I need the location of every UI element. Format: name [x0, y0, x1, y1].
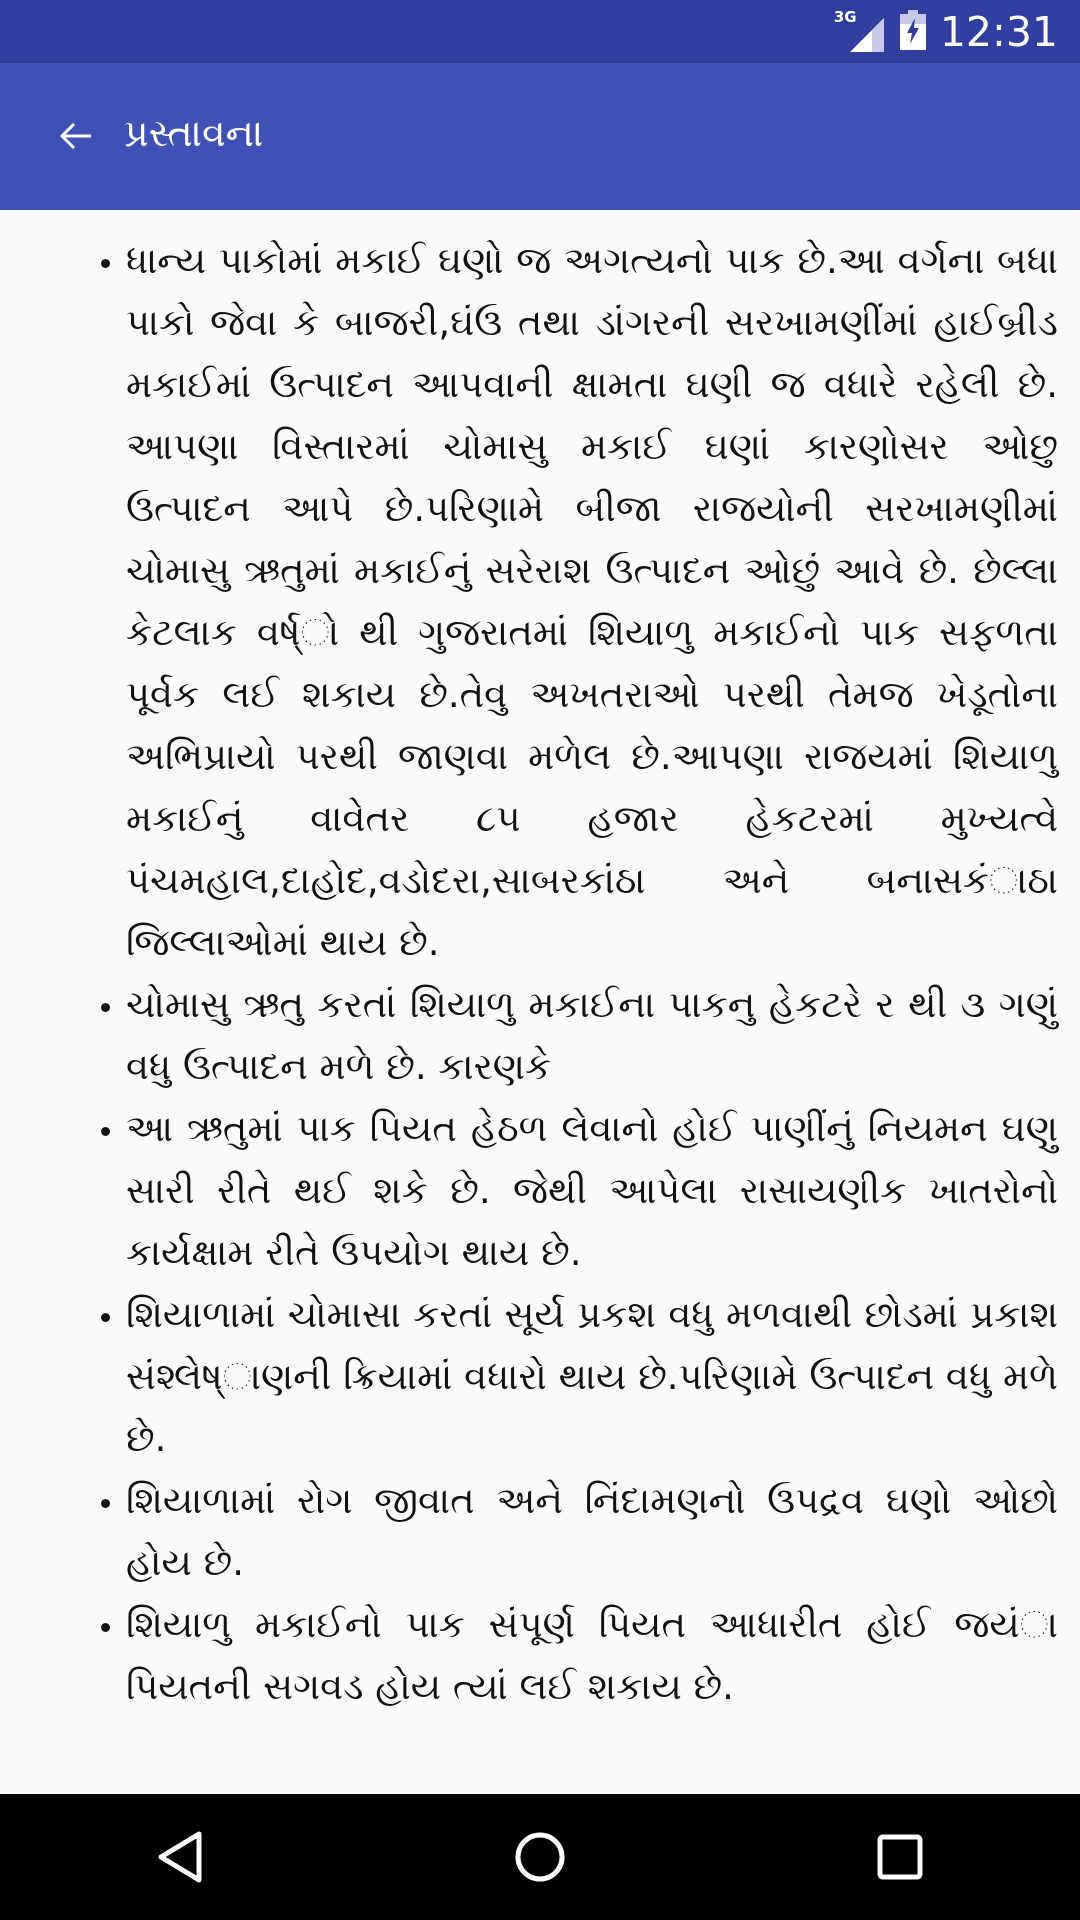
signal-icon: [833, 7, 886, 54]
navigation-bar: [0, 1794, 1080, 1920]
home-circle-icon: [513, 1830, 567, 1884]
app-bar: [0, 63, 1080, 210]
nav-recents-button[interactable]: [840, 1797, 960, 1917]
battery-icon: [900, 10, 926, 54]
nav-home-button[interactable]: [480, 1797, 600, 1917]
status-time: 12:31: [939, 7, 1058, 56]
list-item: • આ ઋતુમાં પાક પિયત હેઠળ લેવાનો હોઈ પાણીંનું નિયમન ઘણુ સારી રીતે થઈ શકે છે. જેથી આપેલા રાસાયણીક ખાતરોનો કાર્યક્ષામ રીતે ઉપયોગ થાય છે.: [126, 1098, 1058, 1284]
back-button[interactable]: [44, 104, 108, 168]
content-scroll[interactable]: [0, 210, 1080, 1760]
back-triangle-icon: [155, 1830, 205, 1884]
bullet-list: [0, 210, 1080, 1718]
list-item: • શિયાળુ મકાઈનો પાક સંપૂર્ણ પિયત આધારીત હોઈ જયંા પિયતની સગવડ હોય ત્યાં લઈ શકાય છે.: [126, 1594, 1058, 1718]
nav-back-button[interactable]: [120, 1797, 240, 1917]
back-arrow-icon: [59, 121, 93, 151]
status-bar: [0, 0, 1080, 63]
list-item: • ધાન્ય પાકોમાં મકાઈ ઘણો જ અગત્યનો પાક છે.આ વર્ગના બધા પાકો જેવા કે બાજરી,ઘંઉ તથા ડાંગરની સરખામણીંમાં હાઈબ્રીડ મકાઈમાં ઉત્પાદન આપવાની ક્ષામતા ઘણી જ વધારે રહેલી છે. આપણા વિસ્તારમાં ચોમાસુ મકાઈ ઘણાં કારણોસર ઓછુ ઉત્પાદન આપે છે.પરિણામે બીજા રાજયોની સરખામણીમાં ચોમાસુ ઋતુમાં મકાઈનું સરેરાશ ઉત્પાદન ઓછું આવે છે. છેલ્લા કેટલાક વર્ષ્ો થી ગુજરાતમાં શિયાળુ મકાઈનો પાક સફળતા પૂર્વક લઈ શકાય છે.તેવુ અખતરાઓ પરથી તેમજ ખેડૂતોના અભિપ્રાયો પરથી જાણવા મળેલ છે.આપણા રાજયમાં શિયાળુ મકાઈનું વાવેતર ૮૫ હજાર હેકટરમાં મુખ્યત્વે પંચમહાલ,દાહોદ,વડોદરા,સાબરકાંઠા અને બનાસકંાઠા જિલ્લાઓમાં થાય છે.: [126, 230, 1058, 974]
recents-square-icon: [876, 1833, 924, 1881]
status-icons: [834, 0, 1058, 63]
list-item: • શિયાળામાં રોગ જીવાત અને નિંદામણનો ઉપદ્રવ ઘણો ઓછો હોય છે.: [126, 1470, 1058, 1594]
list-item: • શિયાળામાં ચોમાસા કરતાં સૂર્ય પ્રકશ વધુ મળવાથી છોડમાં પ્રકાશ સંશ્લેષ્ાણની ક્રિયામાં વધારો થાય છે.પરિણામે ઉત્પાદન વધુ મળે છે.: [126, 1284, 1058, 1470]
network-type: 3G: [833, 7, 857, 26]
page-title: પ્રસ્તાવના: [124, 111, 264, 155]
list-item: • ચોમાસુ ઋતુ કરતાં શિયાળુ મકાઈના પાકનુ હેકટરે ર થી ૩ ગણું વધુ ઉત્પાદન મળે છે. કારણકે: [126, 974, 1058, 1098]
